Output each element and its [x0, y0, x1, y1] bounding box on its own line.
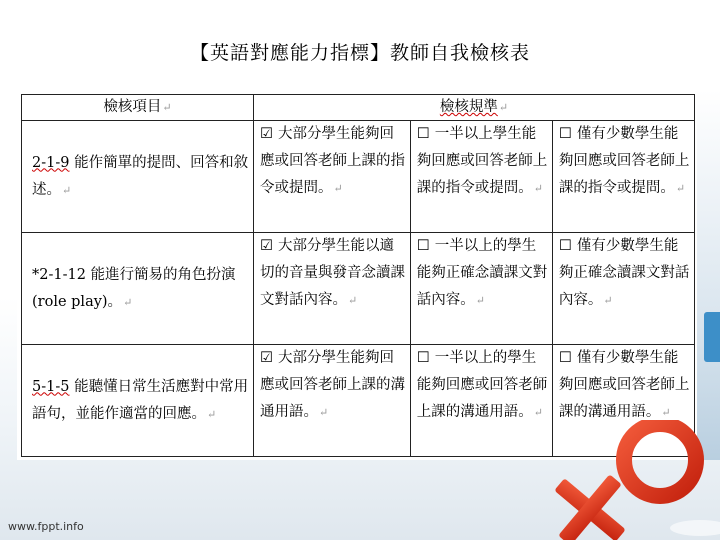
item-text: 能聽懂日常生活應對中常用語句，並能作適當的回應。 — [32, 378, 249, 422]
criteria-text: 一半以上的學生能夠正確念讀課文對話內容。 — [416, 238, 548, 308]
unchecked-box-icon[interactable]: ☐ — [416, 350, 430, 366]
checked-box-icon[interactable]: ☑ — [259, 126, 273, 142]
page-title: 【英語對應能力指標】教師自我檢核表 — [189, 42, 530, 64]
criteria-cell: ☐ 僅有少數學生能夠正確念讀課文對話內容。↵ — [552, 233, 694, 345]
table-row — [22, 233, 695, 345]
item-code: 2-1-9 — [32, 154, 70, 171]
table-header-row — [22, 95, 695, 121]
criteria-text: 大部分學生能夠回應或回答老師上課的指令或提問。 — [259, 126, 405, 196]
criteria-text: 一半以上學生能夠回應或回答老師上課的指令或提問。 — [416, 126, 548, 196]
item-cell: 2-1-9 能作簡單的提問、回答和敘述。↵ — [22, 121, 254, 233]
unchecked-box-icon[interactable]: ☐ — [558, 126, 572, 142]
header-criteria: 檢核規準↵ — [253, 95, 694, 121]
item-cell: 5-1-5 能聽懂日常生活應對中常用語句，並能作適當的回應。↵ — [22, 345, 254, 457]
female-symbol-decoration — [540, 420, 720, 540]
item-code: 5-1-5 — [32, 378, 70, 395]
criteria-text: 僅有少數學生能夠正確念讀課文對話內容。 — [558, 238, 690, 308]
table-row — [22, 121, 695, 233]
right-decorative-band — [695, 90, 720, 460]
criteria-cell: ☐ 僅有少數學生能夠回應或回答老師上課的指令或提問。↵ — [552, 121, 694, 233]
criteria-text: 僅有少數學生能夠回應或回答老師上課的溝通用語。 — [558, 350, 690, 420]
unchecked-box-icon[interactable]: ☐ — [558, 350, 572, 366]
item-text: 能進行簡易的角色扮演(role play)。 — [32, 266, 236, 310]
item-text: 能作簡單的提問、回答和敘述。 — [32, 154, 249, 198]
blue-side-tab — [704, 312, 720, 362]
checklist-table-panel — [17, 88, 697, 460]
header-item: 檢核項目↵ — [22, 95, 254, 121]
criteria-cell: ☑ 大部分學生能夠回應或回答老師上課的溝通用語。↵ — [253, 345, 410, 457]
criteria-cell: ☐ 一半以上的學生能夠正確念讀課文對話內容。↵ — [410, 233, 552, 345]
footer-url: www.fppt.info — [8, 520, 84, 533]
unchecked-box-icon[interactable]: ☐ — [558, 238, 572, 254]
item-code: *2-1-12 — [32, 266, 86, 283]
unchecked-box-icon[interactable]: ☐ — [416, 126, 430, 142]
criteria-text: 僅有少數學生能夠回應或回答老師上課的指令或提問。 — [558, 126, 690, 196]
criteria-cell: ☑ 大部分學生能夠回應或回答老師上課的指令或提問。↵ — [253, 121, 410, 233]
criteria-cell: ☐ 僅有少數學生能夠回應或回答老師上課的溝通用語。↵ — [552, 345, 694, 457]
criteria-cell: ☐ 一半以上的學生能夠回應或回答老師上課的溝通用語。↵ — [410, 345, 552, 457]
criteria-cell: ☐ 一半以上學生能夠回應或回答老師上課的指令或提問。↵ — [410, 121, 552, 233]
checked-box-icon[interactable]: ☑ — [259, 238, 273, 254]
criteria-cell: ☑ 大部分學生能以適切的音量與發音念讀課文對話內容。↵ — [253, 233, 410, 345]
unchecked-box-icon[interactable]: ☐ — [416, 238, 430, 254]
criteria-text: 大部分學生能夠回應或回答老師上課的溝通用語。 — [259, 350, 405, 420]
item-cell: *2-1-12 能進行簡易的角色扮演(role play)。↵ — [22, 233, 254, 345]
criteria-text: 一半以上的學生能夠回應或回答老師上課的溝通用語。 — [416, 350, 548, 420]
checklist-table — [21, 94, 695, 457]
criteria-text: 大部分學生能以適切的音量與發音念讀課文對話內容。 — [259, 238, 405, 308]
checked-box-icon[interactable]: ☑ — [259, 350, 273, 366]
